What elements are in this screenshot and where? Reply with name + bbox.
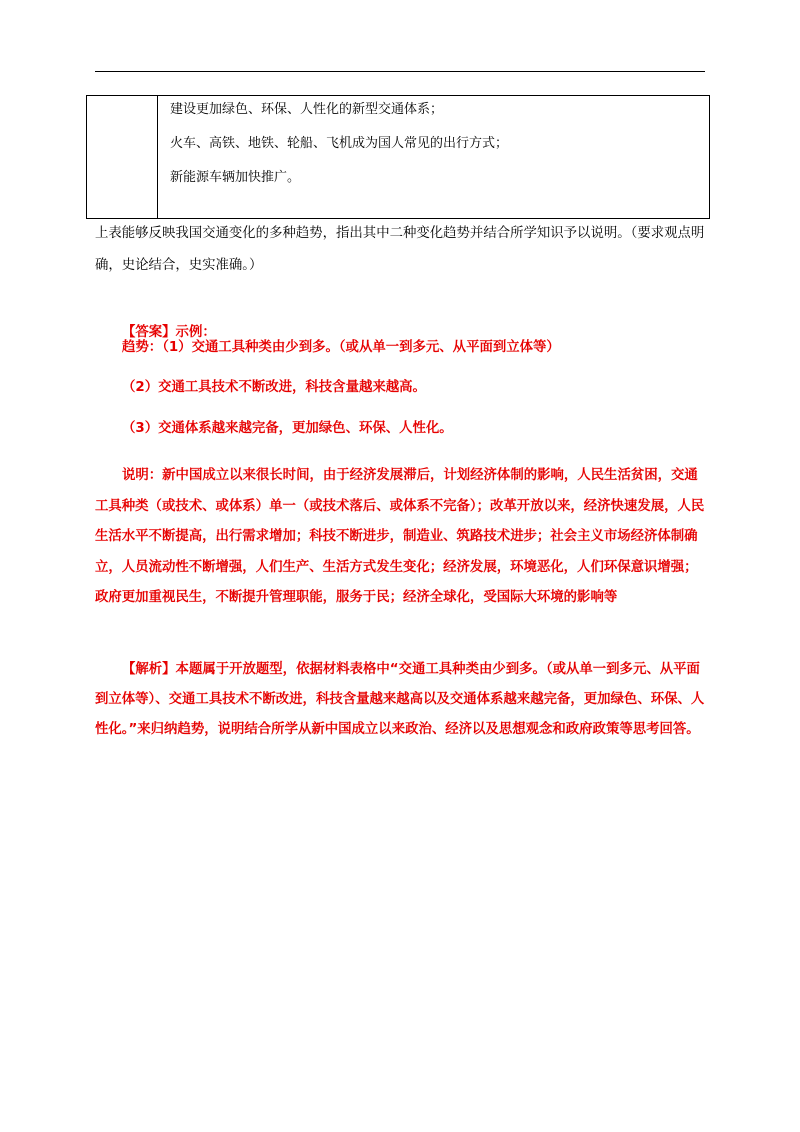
answer-trend-1: 趋势：（1）交通工具种类由少到多。（或从单一到多元、从平面到立体等） (122, 340, 560, 355)
analysis-paragraph: 【解析】本题属于开放题型，依据材料表格中“交通工具种类由少到多。（或从单一到多元、从平面到立体等）、交通工具技术不断改进，科技含量越来越高以及交通体系越来越完备，更加绿色、环保、人性化。”来归纳趋势，说明结合所学从新中国成立以来政治、经济以及思想观念和政府政策等思考回答。 (95, 662, 705, 737)
table-right-cell (158, 96, 710, 219)
table-line-green-transport: 建设更加绿色、环保、人性化的新型交通体系； (170, 102, 444, 117)
answer-heading: 【答案】示例： (122, 325, 216, 340)
table-line-travel-modes: 火车、高铁、地铁、轮船、飞机成为国人常见的出行方式； (170, 136, 509, 151)
answer-trend-3: （3）交通体系越来越完备，更加绿色、环保、人性化。 (122, 421, 453, 436)
question-text: 上表能够反映我国交通变化的多种趋势，指出其中二种变化趋势并结合所学知识予以说明。（要求观点明确，史论结合，史实准确。） (95, 226, 705, 273)
material-table (86, 95, 710, 219)
answer-explanation: 说明：新中国成立以来很长时间，由于经济发展滞后，计划经济体制的影响，人民生活贫困，交通工具种类（或技术、或体系）单一（或技术落后、或体系不完备）；改革开放以来，经济快速发展，人民生活水平不断提高，出行需求增加；科技不断进步，制造业、筑路技术进步；社会主义市场经济体制确立，人员流动性不断增强，人们生产、生活方式发生变化；经济发展，环境恶化，人们环保意识增强；政府更加重视民生，不断提升管理职能，服务于民；经济全球化，受国际大环境的影响等 (95, 468, 705, 605)
table-left-cell (87, 96, 158, 219)
answer-trend-2: （2）交通工具技术不断改进，科技含量越来越高。 (122, 380, 426, 395)
table-row (87, 96, 710, 219)
table-line-new-energy: 新能源车辆加快推广。 (170, 170, 301, 185)
header-rule (95, 71, 705, 72)
